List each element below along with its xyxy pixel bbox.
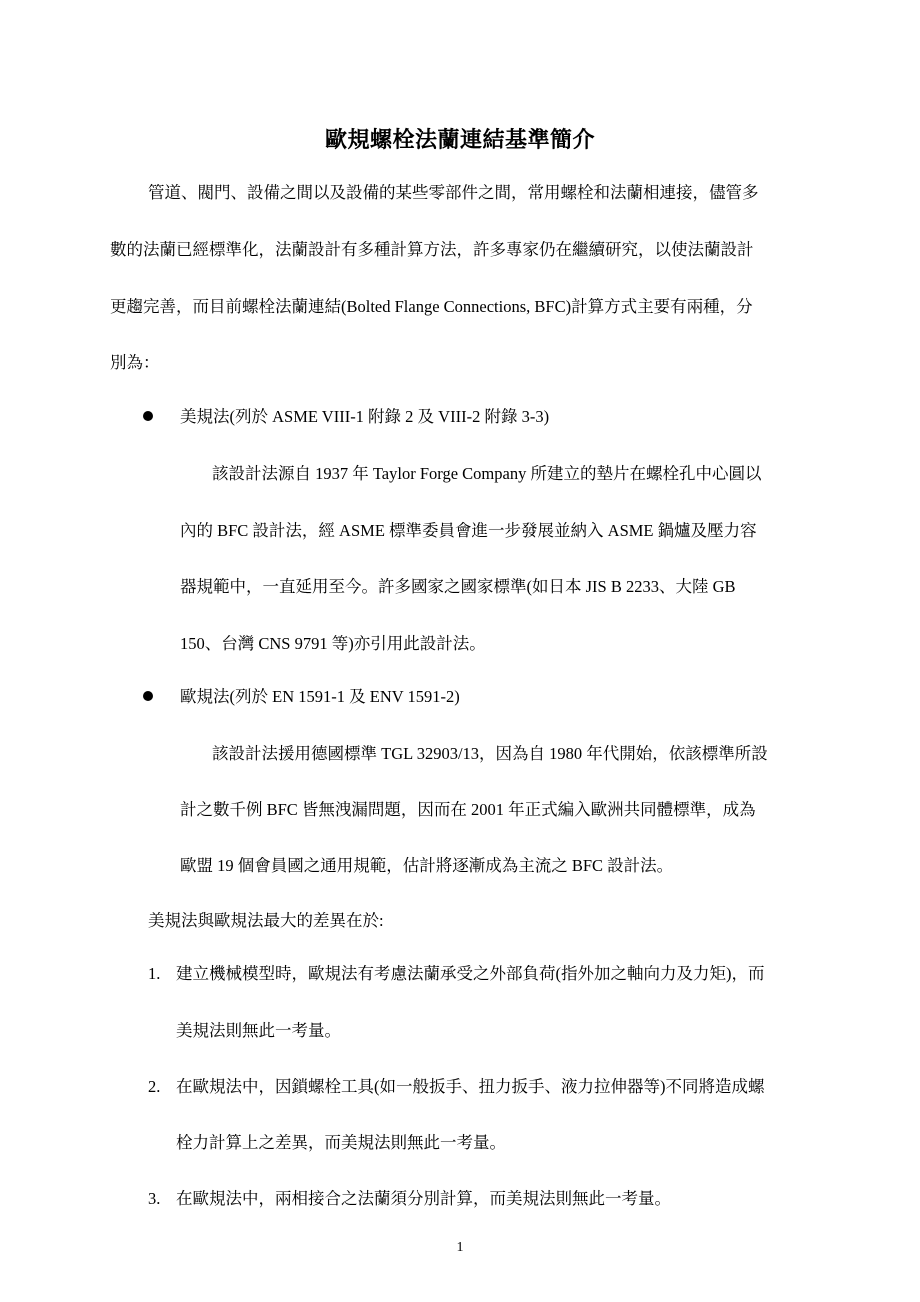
bullet-dot-icon bbox=[143, 691, 153, 701]
intro-line-1: 管道、閥門、設備之間以及設備的某些零部件之間，常用螺栓和法蘭相連接，儘管多 bbox=[148, 183, 759, 202]
differences-heading: 美規法與歐規法最大的差異在於: bbox=[148, 911, 384, 930]
method-en-line-3: 歐盟 19 個會員國之通用規範，估計將逐漸成為主流之 BFC 設計法。 bbox=[180, 856, 674, 875]
intro-line-2: 數的法蘭已經標準化，法蘭設計有多種計算方法，許多專家仍在繼續研究，以使法蘭設計 bbox=[110, 240, 754, 259]
method-asme-line-4: 150、台灣 CNS 9791 等)亦引用此設計法。 bbox=[180, 634, 486, 653]
difference-1-line-1: 建立機械模型時，歐規法有考慮法蘭承受之外部負荷(指外加之軸向力及力矩)，而 bbox=[176, 964, 765, 983]
method-en-line-1: 該設計法援用德國標準 TGL 32903/13，因為自 1980 年代開始，依該標準所設 bbox=[212, 744, 768, 763]
method-en-line-2: 計之數千例 BFC 皆無洩漏問題，因而在 2001 年正式編入歐洲共同體標準，成為 bbox=[180, 800, 756, 819]
difference-2-line-1: 在歐規法中，因鎖螺栓工具(如一般扳手、扭力扳手、液力拉伸器等)不同將造成螺 bbox=[176, 1077, 765, 1096]
page-number: 1 bbox=[456, 1240, 464, 1255]
list-number: 2. bbox=[148, 1077, 161, 1096]
intro-line-4: 別為： bbox=[110, 353, 160, 372]
method-heading-asme: 美規法(列於 ASME VIII-1 附錄 2 及 VIII-2 附錄 3-3) bbox=[180, 407, 550, 426]
method-asme-line-1: 該設計法源自 1937 年 Taylor Forge Company 所建立的墊片在螺栓孔中心圓以 bbox=[212, 464, 762, 483]
page-title: 歐規螺栓法蘭連結基準簡介 bbox=[324, 127, 595, 152]
method-asme-line-3: 器規範中，一直延用至今。許多國家之國家標準(如日本 JIS B 2233、大陸 GB bbox=[180, 577, 736, 596]
difference-2-line-2: 栓力計算上之差異，而美規法則無此一考量。 bbox=[176, 1133, 506, 1152]
difference-1-line-2: 美規法則無此一考量。 bbox=[176, 1021, 341, 1040]
method-heading-en: 歐規法(列於 EN 1591-1 及 ENV 1591-2) bbox=[180, 687, 460, 706]
difference-3-line-1: 在歐規法中，兩相接合之法蘭須分別計算，而美規法則無此一考量。 bbox=[176, 1189, 671, 1208]
bullet-dot-icon bbox=[143, 411, 153, 421]
intro-line-3: 更趨完善，而目前螺栓法蘭連結(Bolted Flange Connections, BFC)計算方式主要有兩種，分 bbox=[110, 297, 753, 316]
list-number: 3. bbox=[148, 1189, 161, 1208]
list-number: 1. bbox=[148, 964, 161, 983]
method-asme-line-2: 內的 BFC 設計法，經 ASME 標準委員會進一步發展並納入 ASME 鍋爐及壓力容 bbox=[180, 521, 757, 540]
